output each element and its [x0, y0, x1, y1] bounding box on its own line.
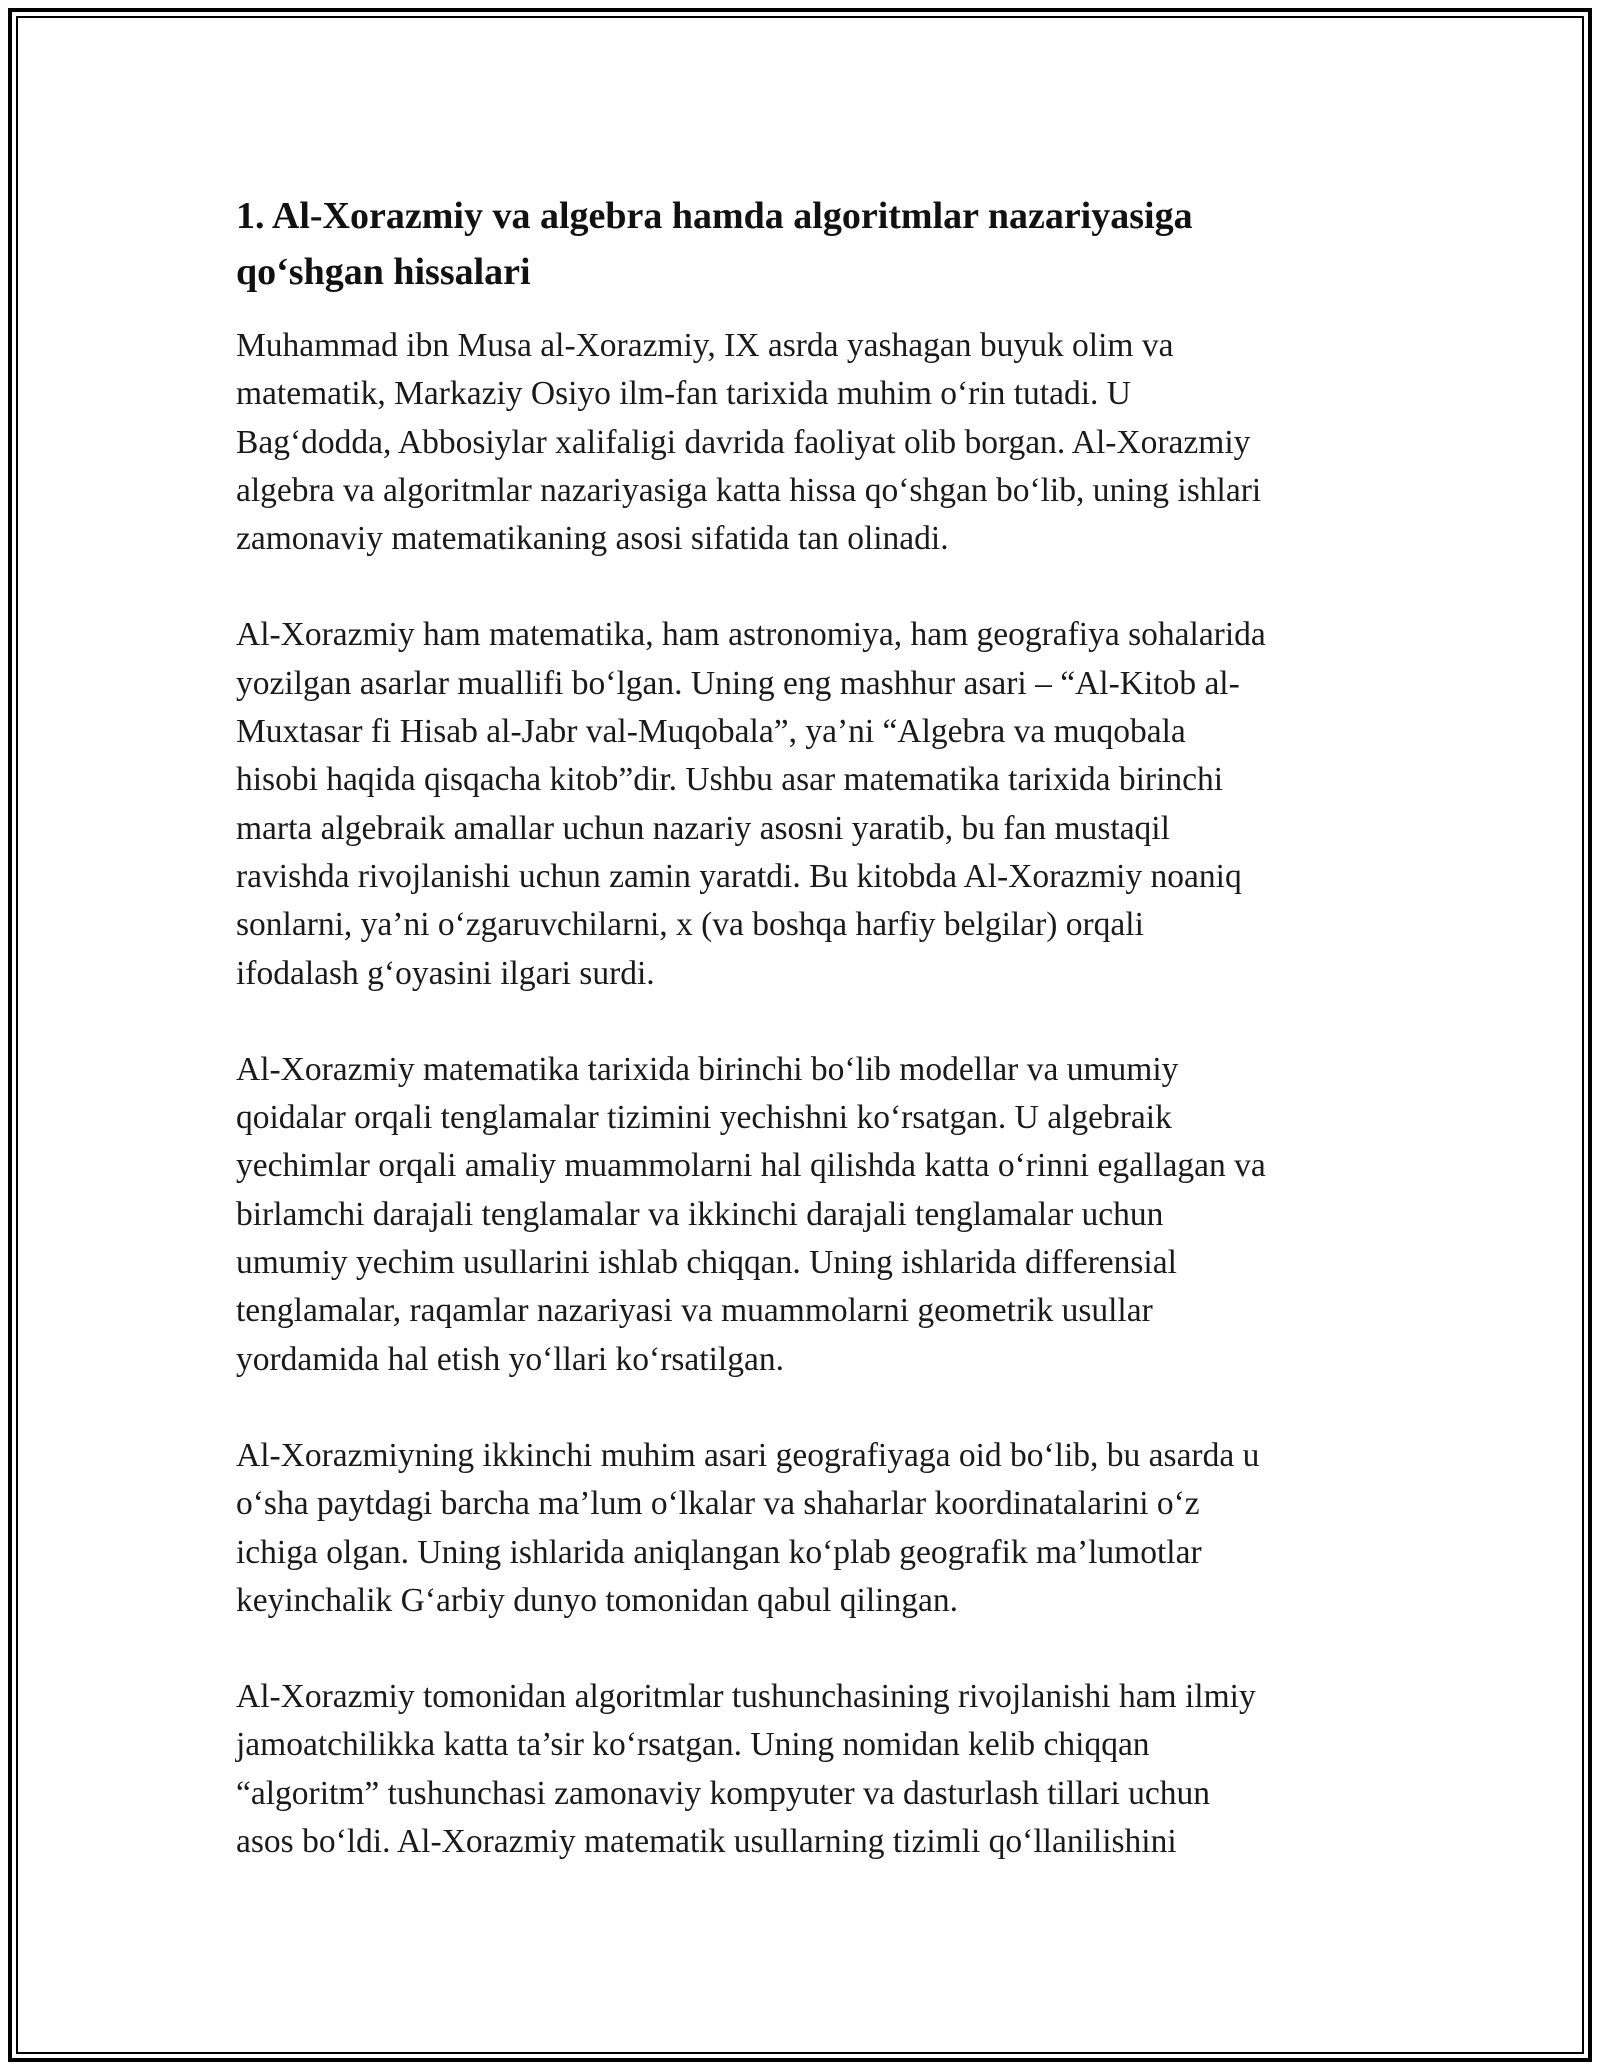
text-line: o‘sha paytdagi barcha ma’lum o‘lkalar va shaharlar koordinatalarini o‘z: [236, 1485, 1200, 1523]
text-line: zamonaviy matematikaning asosi sifatida tan olinadi.: [236, 520, 949, 558]
paragraph-1: [236, 322, 1381, 563]
paragraph-5: [236, 1673, 1381, 1866]
text-line: qoidalar orqali tenglamalar tizimini yechishni ko‘rsatgan. U algebraik: [236, 1099, 1172, 1137]
text-line: yozilgan asarlar muallifi bo‘lgan. Uning eng mashhur asari – “Al-Kitob al-: [236, 664, 1240, 702]
text-line: ichiga olgan. Uning ishlarida aniqlangan ko‘plab geografik ma’lumotlar: [236, 1533, 1202, 1571]
text-line: Al-Xorazmiy tomonidan algoritmlar tushunchasining rivojlanishi ham ilmiy: [236, 1678, 1256, 1716]
heading-line: 1. Al-Xorazmiy va algebra hamda algoritmlar nazariyasiga: [236, 195, 1193, 237]
text-line: birlamchi darajali tenglamalar va ikkinchi darajali tenglamalar uchun: [236, 1195, 1164, 1233]
text-line: Al-Xorazmiyning ikkinchi muhim asari geografiyaga oid bo‘lib, bu asarda u: [236, 1436, 1260, 1474]
text-line: marta algebraik amallar uchun nazariy asosni yaratib, bu fan mustaqil: [236, 809, 1170, 847]
text-line: yordamida hal etish yo‘llari ko‘rsatilgan.: [236, 1340, 784, 1378]
paragraph-2: [236, 611, 1381, 997]
text-line: asos bo‘ldi. Al-Xorazmiy matematik usullarning tizimli qo‘llanilishini: [236, 1823, 1177, 1861]
text-line: “algoritm” tushunchasi zamonaviy kompyuter va dasturlash tillari uchun: [236, 1774, 1211, 1812]
paragraph-4: [236, 1432, 1381, 1625]
text-line: keyinchalik G‘arbiy dunyo tomonidan qabul qilingan.: [236, 1581, 958, 1619]
text-line: matematik, Markaziy Osiyo ilm-fan tarixida muhim o‘rin tutadi. U: [236, 375, 1131, 413]
text-line: umumiy yechim usullarini ishlab chiqqan. Uning ishlarida differensial: [236, 1244, 1177, 1282]
text-line: Muhammad ibn Musa al-Xorazmiy, IX asrda yashagan buyuk olim va: [236, 327, 1174, 364]
text-line: algebra va algoritmlar nazariyasiga katta hissa qo‘shgan bo‘lib, uning ishlari: [236, 471, 1262, 509]
text-line: ravishda rivojlanishi uchun zamin yaratdi. Bu kitobda Al-Xorazmiy noaniq: [236, 857, 1242, 895]
paragraph-3: [236, 1046, 1381, 1384]
text-line: Bag‘dodda, Abbosiylar xalifaligi davrida faoliyat olib borgan. Al-Xorazmiy: [236, 423, 1251, 461]
text-line: Muxtasar fi Hisab al-Jabr val-Muqobala”, ya’ni “Algebra va muqobala: [236, 713, 1186, 751]
heading-line: qo‘shgan hissalari: [236, 251, 531, 293]
text-line: yechimlar orqali amaliy muammolarni hal qilishda katta o‘rinni egallagan va: [236, 1147, 1266, 1185]
text-line: jamoatchilikka katta ta’sir ko‘rsatgan. Uning nomidan kelib chiqqan: [236, 1726, 1150, 1764]
text-line: tenglamalar, raqamlar nazariyasi va muammolarni geometrik usullar: [236, 1292, 1153, 1330]
text-line: sonlarni, ya’ni o‘zgaruvchilarni, x (va boshqa harfiy belgilar) orqali: [236, 906, 1144, 944]
text-line: Al-Xorazmiy ham matematika, ham astronomiya, ham geografiya sohalarida: [236, 616, 1266, 654]
text-line: hisobi haqida qisqacha kitob”dir. Ushbu asar matematika tarixida birinchi: [236, 761, 1224, 799]
document-body: [236, 188, 1381, 1914]
text-line: Al-Xorazmiy matematika tarixida birinchi bo‘lib modellar va umumiy: [236, 1050, 1179, 1088]
section-heading: [236, 188, 1381, 300]
text-line: ifodalash g‘oyasini ilgari surdi.: [236, 954, 655, 992]
